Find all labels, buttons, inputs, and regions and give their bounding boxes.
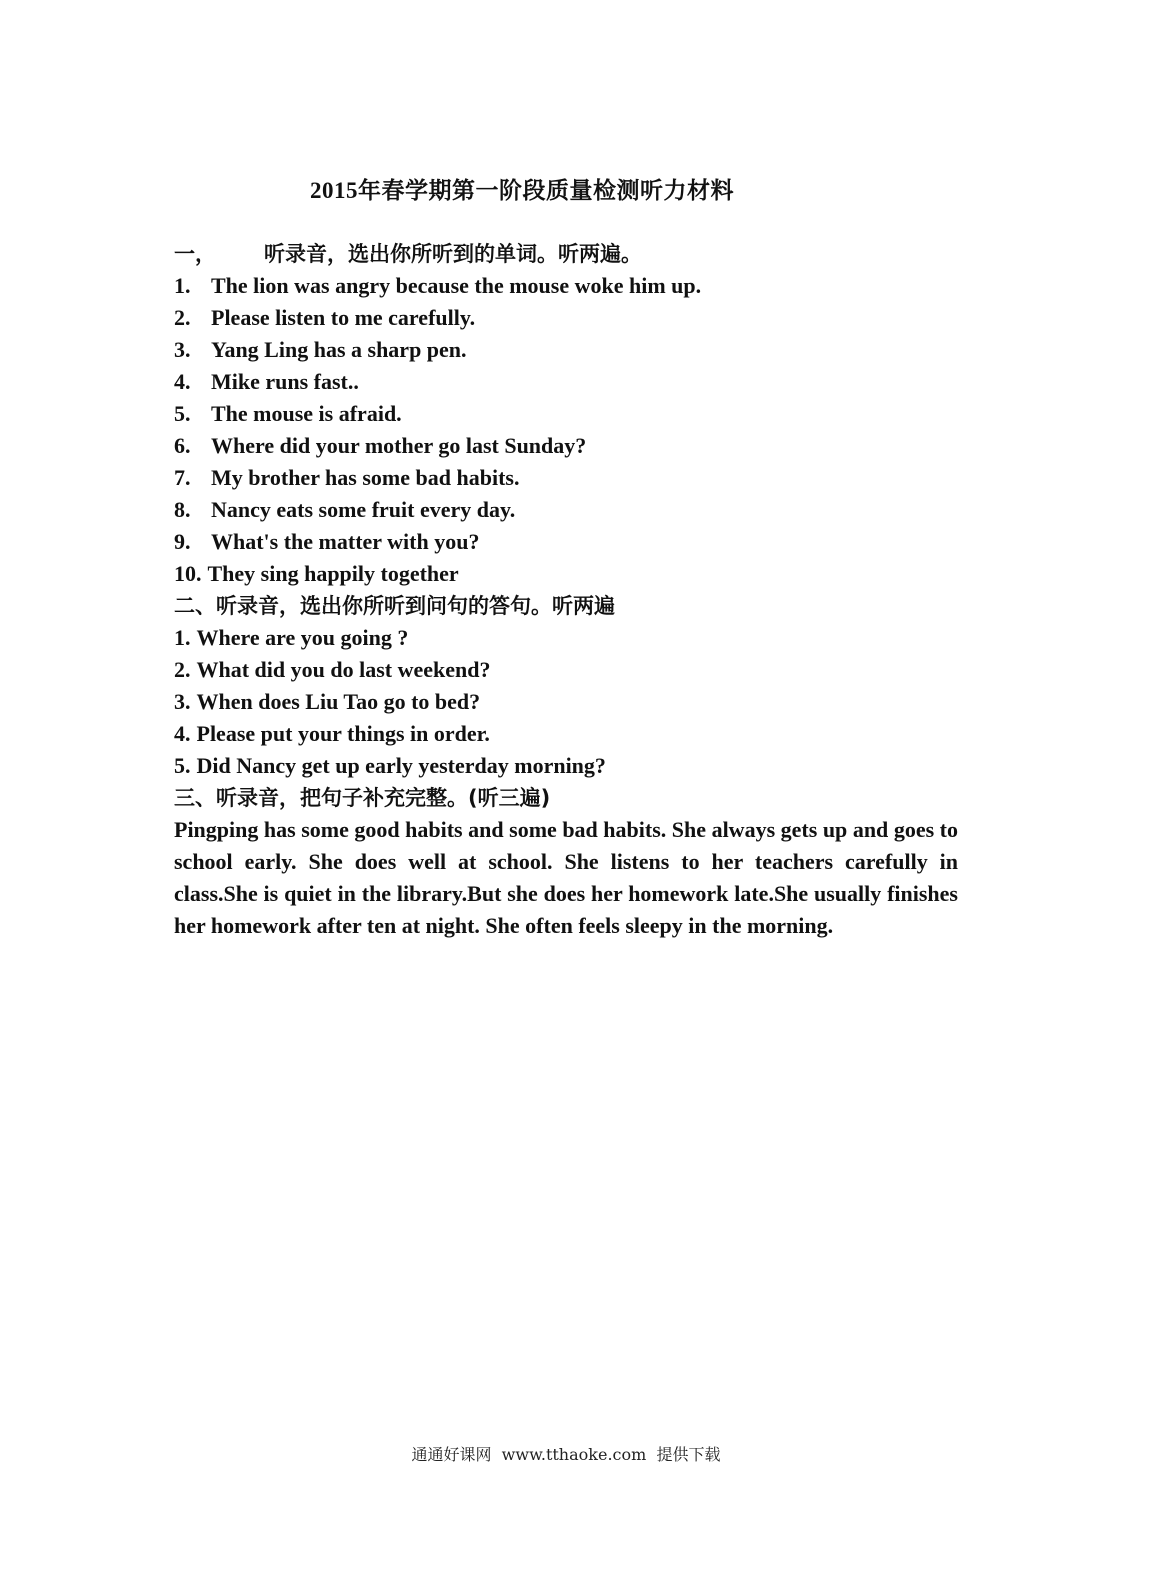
list-item: 6. Where did your mother go last Sunday?	[174, 433, 587, 458]
section-1-list	[174, 270, 958, 590]
list-item: 9. What's the matter with you?	[174, 529, 480, 554]
list-item: 2. What did you do last weekend?	[174, 657, 491, 682]
page-footer: 通通好课网 www.tthaoke.com 提供下载	[411, 1445, 721, 1464]
document-body	[174, 238, 958, 942]
list-item: 2. Please listen to me carefully.	[174, 305, 476, 330]
list-item: 4. Please put your things in order.	[174, 721, 490, 746]
list-item: 7. My brother has some bad habits.	[174, 465, 520, 490]
list-item: 3. When does Liu Tao go to bed?	[174, 689, 481, 714]
section-1-title: 听录音，选出你所听到的单词。听两遍。	[264, 242, 642, 266]
list-item: 5. The mouse is afraid.	[174, 401, 402, 426]
section-2-list	[174, 622, 958, 782]
section-1-heading	[174, 238, 958, 270]
list-item: 10. They sing happily together	[174, 561, 459, 586]
list-item: 5. Did Nancy get up early yesterday morning?	[174, 753, 606, 778]
section-3-heading: 三、听录音，把句子补充完整。(听三遍)	[174, 786, 551, 810]
section-3-paragraph: Pingping has some good habits and some bad habits. She always gets up and goes to school early. She does well at school. She listens to her teachers carefully in class.She is quiet in the library.But she does her homework late.She usually finishes her homework after ten at night. She often feels sleepy in the morning.	[174, 817, 958, 938]
section-1-number: 一，	[174, 242, 216, 266]
list-item: 1. Where are you going ?	[174, 625, 409, 650]
list-item: 8. Nancy eats some fruit every day.	[174, 497, 516, 522]
page-title: 2015年春学期第一阶段质量检测听力材料	[310, 178, 734, 203]
list-item: 3. Yang Ling has a sharp pen.	[174, 337, 467, 362]
section-2-heading: 二、听录音，选出你所听到问句的答句。听两遍	[174, 594, 615, 618]
list-item: 1. The lion was angry because the mouse woke him up.	[174, 273, 702, 298]
list-item: 4. Mike runs fast..	[174, 369, 359, 394]
